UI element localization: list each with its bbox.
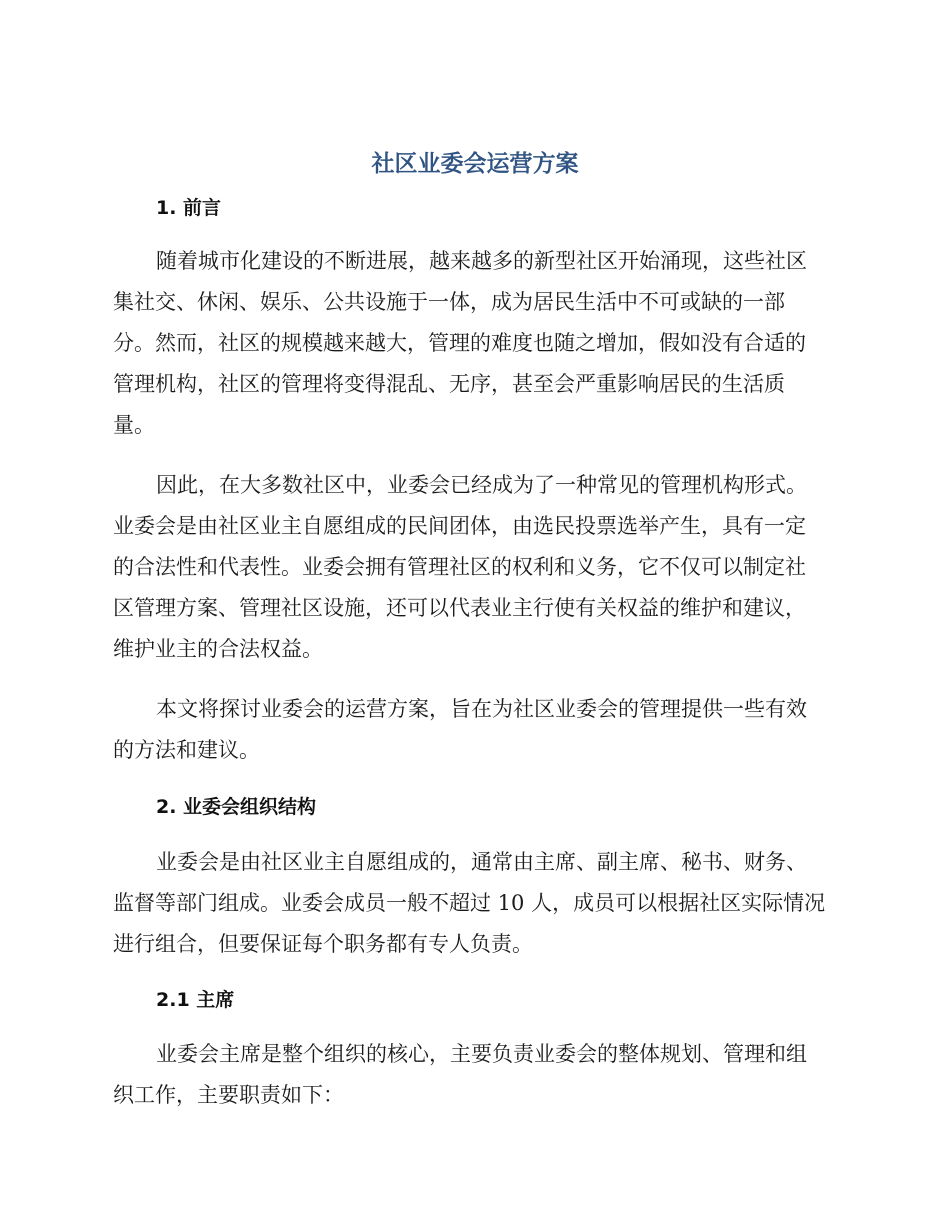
text-line: 分。然而，社区的规模越来越大，管理的难度也随之增加，假如没有合适的 bbox=[113, 331, 806, 355]
text-line: 量。 bbox=[113, 413, 155, 437]
text-line: 的合法性和代表性。业委会拥有管理社区的权利和义务，它不仅可以制定社 bbox=[113, 555, 806, 579]
paragraph-preface-2 bbox=[113, 465, 838, 670]
text-line: 监督等部门组成。业委会成员一般不超过 10 人，成员可以根据社区实际情况 bbox=[113, 891, 826, 915]
text-line: 区管理方案、管理社区设施，还可以代表业主行使有关权益的维护和建议， bbox=[113, 596, 806, 620]
paragraph-preface-1 bbox=[113, 241, 838, 446]
text-line: 织工作，主要职责如下： bbox=[113, 1083, 344, 1107]
text-line: 进行组合，但要保证每个职务都有专人负责。 bbox=[113, 932, 533, 956]
text-line: 业委会是由社区业主自愿组成的民间团体，由选民投票选举产生，具有一定 bbox=[113, 514, 806, 538]
section-heading-preface: 1. 前言 bbox=[156, 197, 222, 219]
paragraph-preface-3 bbox=[113, 689, 838, 771]
paragraph-chairman bbox=[113, 1034, 838, 1116]
section-heading-org-structure: 2. 业委会组织结构 bbox=[156, 796, 317, 818]
text-line: 业委会是由社区业主自愿组成的，通常由主席、副主席、秘书、财务、 bbox=[156, 850, 807, 874]
text-line: 维护业主的合法权益。 bbox=[113, 637, 323, 661]
text-line: 集社交、休闲、娱乐、公共设施于一体，成为居民生活中不可或缺的一部 bbox=[113, 290, 785, 314]
text-line: 业委会主席是整个组织的核心，主要负责业委会的整体规划、管理和组 bbox=[156, 1042, 807, 1066]
paragraph-org-structure bbox=[113, 842, 838, 965]
text-line: 的方法和建议。 bbox=[113, 738, 260, 762]
text-line: 本文将探讨业委会的运营方案，旨在为社区业委会的管理提供一些有效 bbox=[156, 697, 807, 721]
text-line: 因此，在大多数社区中，业委会已经成为了一种常见的管理机构形式。 bbox=[156, 473, 807, 497]
text-line: 管理机构，社区的管理将变得混乱、无序，甚至会严重影响居民的生活质 bbox=[113, 372, 785, 396]
section-heading-chairman: 2.1 主席 bbox=[156, 989, 235, 1011]
document-title: 社区业委会运营方案 bbox=[371, 151, 579, 177]
text-line: 随着城市化建设的不断进展，越来越多的新型社区开始涌现，这些社区 bbox=[156, 249, 807, 273]
